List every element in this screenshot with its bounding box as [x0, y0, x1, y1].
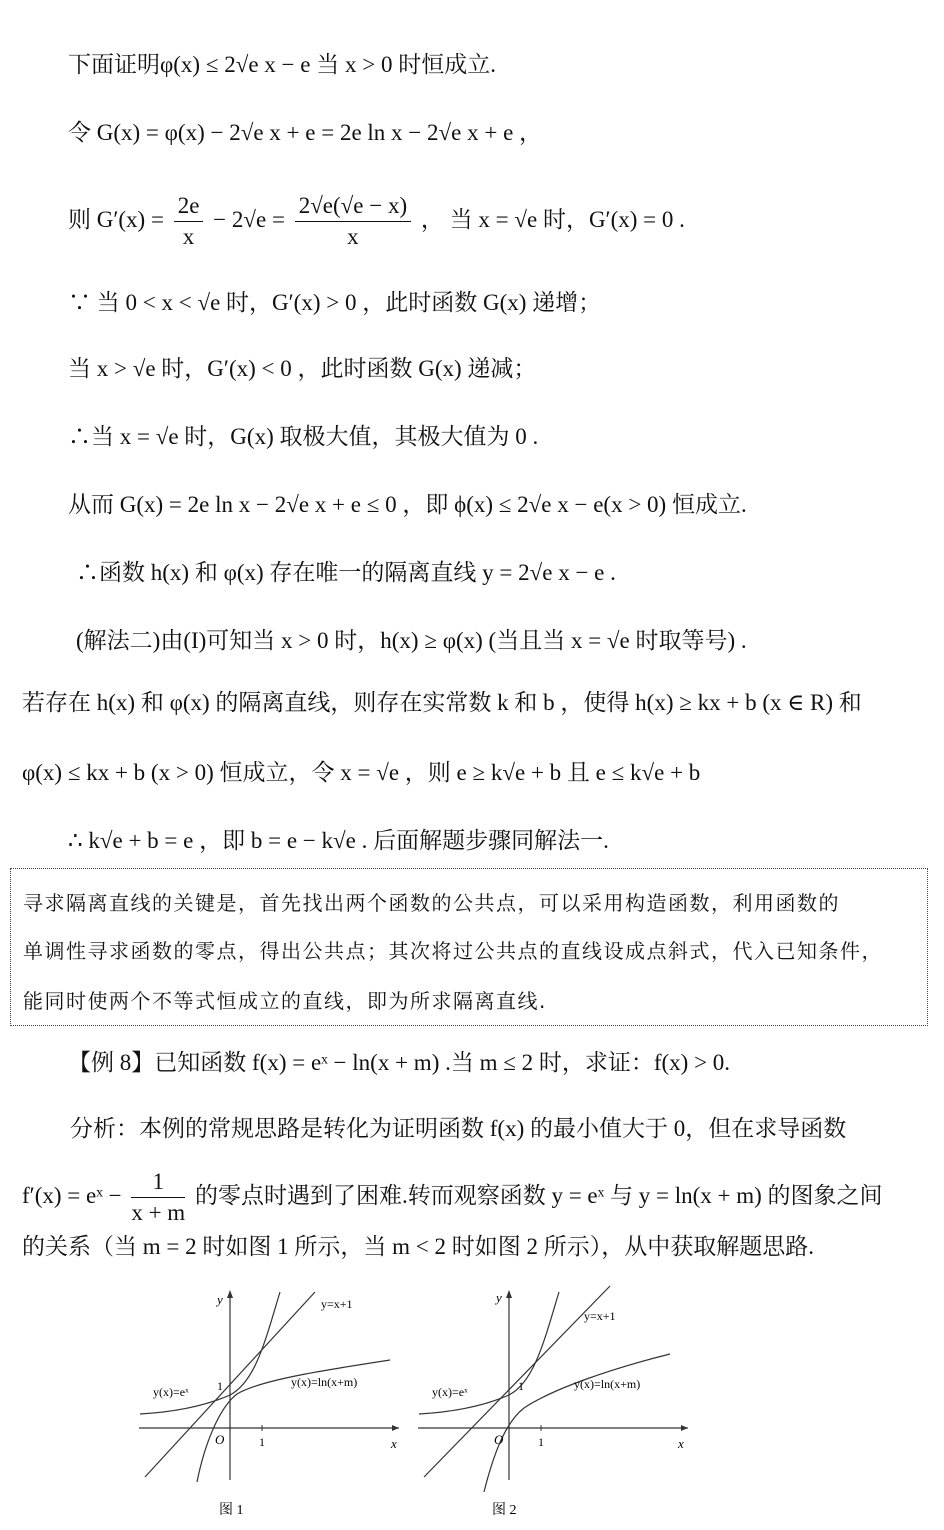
proof-line-11: φ(x) ≤ kx + b (x > 0) 恒成立，令 x = √e ，则 e ≥ k√e + b 且 e ≤ k√e + b: [22, 760, 701, 785]
y-axis-arrow-icon: [506, 1290, 512, 1298]
fraction-2e-over-x: [174, 191, 204, 252]
y-axis-label: y: [217, 1292, 223, 1307]
figure-1: [135, 1282, 405, 1522]
fraction-numerator: 2√e(√e − x): [295, 191, 411, 222]
origin-label: O: [494, 1432, 504, 1447]
exp-label: y(x)=eˣ: [153, 1385, 189, 1399]
fraction-numerator: 1: [131, 1167, 185, 1198]
note-line-3: 能同时使两个不等式恒成立的直线，即为所求隔离直线.: [23, 989, 547, 1013]
x-axis-arrow-icon: [392, 1425, 399, 1431]
exp-label: y(x)=eˣ: [432, 1385, 468, 1399]
log-label: y(x)=ln(x+m): [574, 1377, 641, 1391]
proof-line-2: 令 G(x) = φ(x) − 2√e x + e = 2e ln x − 2√e x + e ，: [68, 120, 543, 145]
proof-line-5: 当 x > √e 时，G′(x) < 0 ，此时函数 G(x) 递减；: [68, 356, 537, 381]
proof-line-9: (解法二)由(I)可知当 x > 0 时，h(x) ≥ φ(x) (当且当 x = √e 时取等号) .: [76, 628, 747, 653]
x-tick-label: 1: [259, 1435, 265, 1449]
proof-line-12: ∴ k√e + b = e ，即 b = e − k√e . 后面解题步骤同解法一.: [68, 828, 609, 853]
line-label: y=x+1: [321, 1297, 353, 1311]
figure-caption: 图 1: [219, 1503, 244, 1518]
y-tick-label: 1: [217, 1379, 223, 1393]
example-title: 【例 8】已知函数 f(x) = eˣ − ln(x + m) .当 m ≤ 2 时，求证：f(x) > 0.: [68, 1050, 731, 1075]
y-axis-label: y: [496, 1290, 502, 1305]
fraction-numerator: 2e: [174, 191, 204, 222]
proof-line-4: ∵ 当 0 < x < √e 时，G′(x) > 0 ，此时函数 G(x) 递增；: [68, 290, 602, 315]
note-box: [10, 868, 928, 1026]
derivative-middle: − 2√e =: [213, 207, 285, 232]
proof-line-6: ∴当 x = √e 时，G(x) 取极大值，其极大值为 0 .: [68, 424, 539, 449]
origin-label: O: [215, 1432, 225, 1447]
proof-line-7: 从而 G(x) = 2e ln x − 2√e x + e ≤ 0 ，即 ϕ(x) ≤ 2√e x − e(x > 0) 恒成立.: [68, 492, 747, 517]
analysis-prefix: f′(x) = eˣ −: [22, 1183, 122, 1208]
fraction-denominator: x + m: [131, 1200, 186, 1226]
derivative-prefix: 则 G′(x) =: [68, 207, 164, 232]
fraction-factored: [295, 191, 411, 252]
y-axis-arrow-icon: [227, 1290, 233, 1298]
note-line-1: 寻求隔离直线的关键是，首先找出两个函数的公共点，可以采用构造函数，利用函数的: [23, 891, 840, 915]
y-tick-label: 1: [518, 1379, 524, 1393]
analysis-line-2: [22, 1166, 883, 1230]
figure-caption: 图 2: [492, 1503, 517, 1518]
x-tick-label: 1: [538, 1435, 544, 1449]
x-axis-label: x: [678, 1436, 684, 1451]
x-axis-arrow-icon: [681, 1425, 688, 1431]
log-label: y(x)=ln(x+m): [291, 1375, 358, 1389]
analysis-line-3: 的关系（当 m = 2 时如图 1 所示，当 m < 2 时如图 2 所示），从中获取解题思路.: [22, 1234, 814, 1259]
proof-line-1: 下面证明φ(x) ≤ 2√e x − e 当 x > 0 时恒成立.: [68, 52, 496, 77]
fraction-denominator: x: [182, 224, 195, 250]
proof-line-10: 若存在 h(x) 和 φ(x) 的隔离直线，则存在实常数 k 和 b ，使得 h(x) ≥ kx + b (x ∈ R) 和: [22, 690, 862, 715]
figure-2: [414, 1282, 694, 1522]
line-label: y=x+1: [584, 1309, 616, 1323]
x-axis-label: x: [391, 1436, 397, 1451]
fraction-denominator: x: [347, 224, 359, 250]
log-curve: [484, 1354, 670, 1492]
analysis-suffix: 的零点时遇到了困难.转而观察函数 y = eˣ 与 y = ln(x + m) 的图象之间: [194, 1183, 883, 1208]
fraction-one-over-x-plus-m: [131, 1167, 185, 1228]
proof-line-3: [68, 188, 685, 252]
derivative-suffix: ， 当 x = √e 时，G′(x) = 0 .: [420, 207, 685, 232]
analysis-line-1: 分析：本例的常规思路是转化为证明函数 f(x) 的最小值大于 0，但在求导函数: [70, 1116, 847, 1141]
note-line-2: 单调性寻求函数的零点，得出公共点；其次将过公共点的直线设成点斜式，代入已知条件，: [23, 939, 883, 963]
proof-line-8: ∴函数 h(x) 和 φ(x) 存在唯一的隔离直线 y = 2√e x − e .: [76, 560, 616, 585]
